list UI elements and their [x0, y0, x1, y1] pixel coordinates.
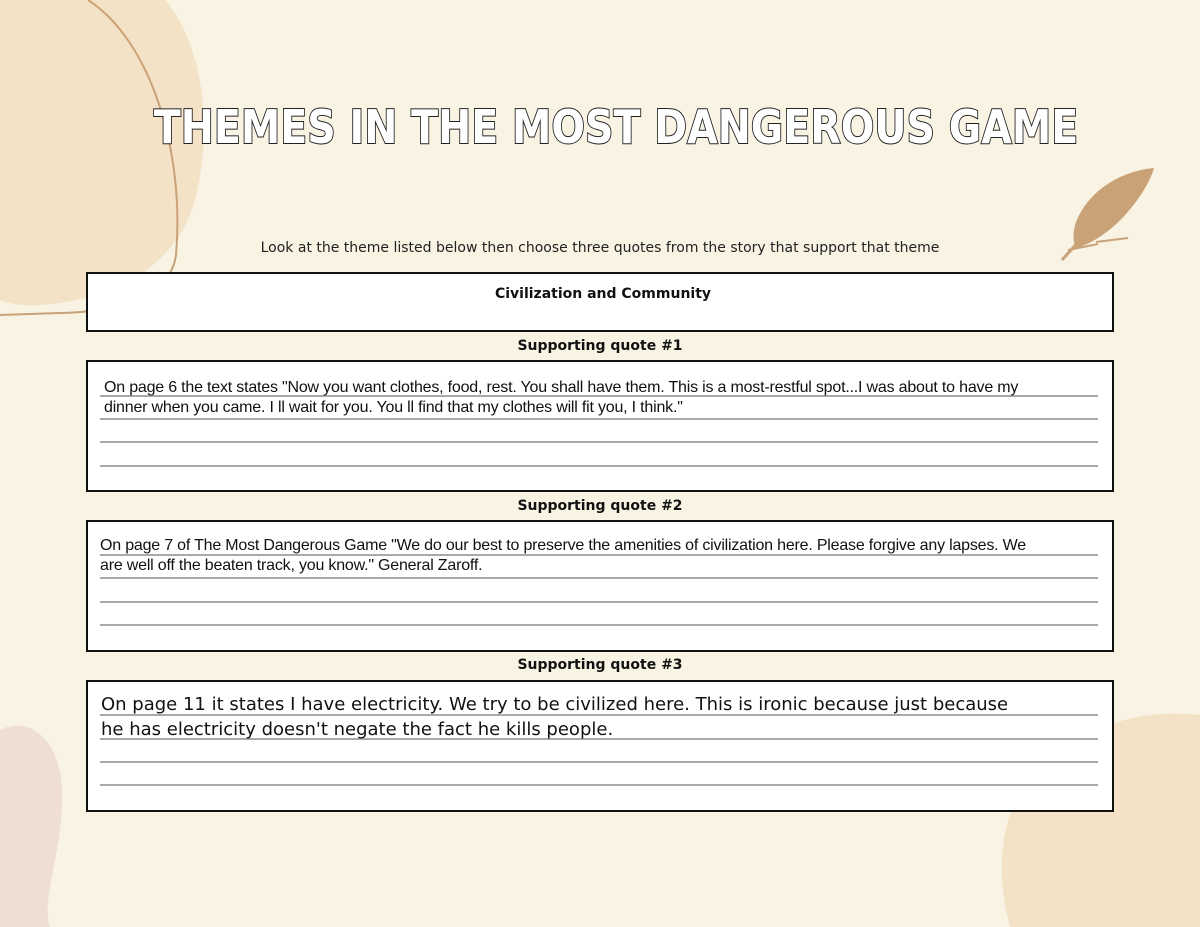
answer-line	[100, 577, 1098, 579]
instructions-text: Look at the theme listed below then choose three quotes from the story that support that theme	[260, 240, 940, 256]
quote-1-label: Supporting quote #1	[517, 338, 683, 354]
answer-line	[100, 465, 1098, 467]
quote-2-label: Supporting quote #2	[517, 498, 683, 514]
quote-3-label: Supporting quote #3	[517, 657, 683, 673]
page-title: THEMES IN THE MOST DANGEROUS GAME	[153, 100, 1079, 154]
answer-line	[100, 601, 1098, 603]
pink-blob-bottom-left	[0, 726, 62, 927]
quote-1-box[interactable]	[86, 360, 1114, 492]
theme-label: Civilization and Community	[494, 286, 712, 302]
answer-line	[100, 761, 1098, 763]
quote-1-answer[interactable]: On page 6 the text states "Now you want clothes, food, rest. You shall have them. This is a most-restful spot...I was about to have my dinner when you came. I ll wait for you. You ll find that my clothes will fit you, I think."	[104, 379, 1019, 416]
quote-2-answer[interactable]: On page 7 of The Most Dangerous Game "We do our best to preserve the amenities of civilization here. Please forgive any lapses. We are well off the beaten track, you know." General Zaroff.	[100, 537, 1026, 574]
answer-line	[100, 441, 1098, 443]
quote-3-box[interactable]	[86, 680, 1114, 812]
answer-line	[100, 784, 1098, 786]
quote-2-box[interactable]	[86, 520, 1114, 652]
answer-line	[100, 418, 1098, 420]
theme-box	[86, 272, 1114, 332]
quote-3-answer[interactable]: On page 11 it states I have electricity. We try to be civilized here. This is ironic because just because he has electricity doesn't negate the fact he kills people.	[101, 694, 1009, 740]
answer-line	[100, 624, 1098, 626]
